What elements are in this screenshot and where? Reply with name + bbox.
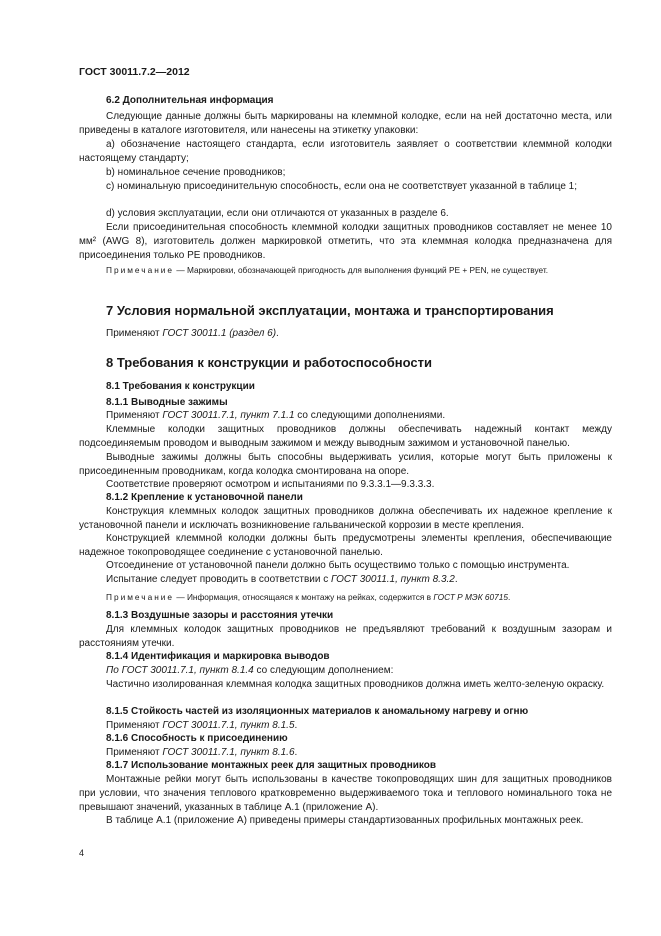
section-8-1-7-heading: 8.1.7 Использование монтажных реек для защитных проводников [106,760,437,771]
note-text: — Маркировки, обозначающей пригодность для выполнения функций PE + PEN, не существует. [174,265,549,275]
standard-reference: ГОСТ 30011.7.1, пункт 7.1.1 [162,410,295,421]
section-8-1-5-heading: 8.1.5 Стойкость частей из изоляционных материалов к аномальному нагреву и огню [106,706,529,717]
standard-reference: ГОСТ 30011.1 (раздел 6) [162,328,277,339]
section-7-heading: 7 Условия нормальной эксплуатации, монтажа и транспортирования [106,303,554,318]
standard-reference: По ГОСТ 30011.7.1, пункт 8.1.4 [106,665,254,676]
standard-reference: ГОСТ Р МЭК 60715 [433,592,508,602]
section-6-2-paragraph: Если присоединительная способность клеммной колодки защитных проводников составляет не менее 10 мм² (AWG 8), изготовитель должен маркировкой отметить, что эта клеммная колодка предназначена для присоединения только PE проводников. [79,222,612,261]
list-item-d: d) условия эксплуатации, если они отличаются от указанных в разделе 6. [106,208,449,219]
standard-reference: ГОСТ 30011.1, пункт 8.3.2 [331,574,455,585]
section-8-1-3-paragraph: Для клеммных колодок защитных проводников не предъявляют требований к воздушным зазорам и расстояниям утечки. [79,624,612,649]
text: . [454,574,458,585]
section-8-1-2-p2: Конструкцией клеммной колодки должны быть предусмотрены элементы крепления, обеспечивающие надежное токопроводящее соединение с установочной панелью. [79,533,612,558]
section-8-heading: 8 Требования к конструкции и работоспособности [106,355,432,370]
section-8-1-1-p4: Соответствие проверяют осмотром и испытаниями по 9.3.3.1—9.3.3.3. [106,479,435,490]
text: . [276,328,279,339]
section-8-1-1-p2: Клеммные колодки защитных проводников должны обеспечивать надежный контакт между подсоединяемым проводом и выводным зажимом и между выводным зажимом и установочной панелью. [79,424,612,449]
section-8-1-6-paragraph [79,746,612,760]
text: Применяют [106,720,163,731]
section-6-2-intro: Следующие данные должны быть маркированы на клеммной колодке, если на ней достаточно места, или приведены в каталоге изготовителя, или нанесены на этикетку упаковки: [79,111,612,136]
section-8-1-1-p1 [79,409,612,423]
section-8-1-2-p1: Конструкция клеммных колодок защитных проводников должна обеспечивать их надежное крепление к установочной панели и исключать возникновение гальванической коррозии в месте крепления. [79,506,612,531]
note-text: — Информация, относящаяся к монтажу на рейках, содержится в [174,592,434,602]
text: Применяют [106,328,163,339]
text: . [294,720,298,731]
text: Применяют [106,410,163,421]
note-rail-mounting [79,591,612,604]
section-8-1-1-p3: Выводные зажимы должны быть способны выдерживать усилия, которые могут быть приложены к присоединенным проводникам, когда колодка смонтирована на опоре. [79,452,612,477]
text: . [507,592,511,602]
list-item-c: с) номинальную присоединительную способность, если она не соответствует указанной в таблице 1; [106,181,578,192]
document-header: ГОСТ 30011.7.2—2012 [79,66,190,78]
standard-reference: ГОСТ 30011.7.1, пункт 8.1.6 [162,747,295,758]
section-8-1-4-heading: 8.1.4 Идентификация и маркировка выводов [106,651,330,662]
text: Испытание следует проводить в соответствии с [106,574,332,585]
list-item-b: b) номинальное сечение проводников; [106,167,286,178]
section-8-1-1-heading: 8.1.1 Выводные зажимы [106,397,228,408]
section-8-1-4-p2: Частично изолированная клеммная колодка защитных проводников должна иметь желто-зеленую окраску. [106,679,605,690]
text: со следующими дополнениями. [294,410,446,421]
section-8-1-3-heading: 8.1.3 Воздушные зазоры и расстояния утечки [106,610,334,621]
text: Применяют [106,747,163,758]
section-8-1-2-p3: Отсоединение от установочной панели должно быть осуществимо только с помощью инструмента. [106,560,570,571]
note-label: Примечание [106,592,175,602]
section-8-1-7-p2: В таблице А.1 (приложение А) приведены примеры стандартизованных профильных монтажных реек. [106,815,584,826]
standard-reference: ГОСТ 30011.7.1, пункт 8.1.5 [162,720,295,731]
section-8-1-2-heading: 8.1.2 Крепление к установочной панели [106,492,303,503]
section-8-1-heading: 8.1 Требования к конструкции [106,381,255,392]
note-pe-pen [79,264,612,277]
section-8-1-5-paragraph [79,719,612,733]
list-item-a: а) обозначение настоящего стандарта, если изготовитель заявляет о соответствии клеммной колодки настоящему стандарту; [79,139,612,164]
page-number: 4 [79,848,85,858]
section-8-1-6-heading: 8.1.6 Способность к присоединению [106,733,288,744]
section-8-1-7-p1: Монтажные рейки могут быть использованы в качестве токопроводящих шин для защитных проводников при условии, что значения теплового кратковременно выдерживаемого тока и теплового номинального тока не превышают значений, указанных в таблице А.1 (приложение А). [79,774,612,813]
section-8-1-2-p4 [79,573,612,587]
note-label: Примечание [106,265,175,275]
text: . [294,747,298,758]
text: со следующим дополнением: [253,665,394,676]
section-8-1-4-p1 [79,664,612,678]
section-6-2-heading: 6.2 Дополнительная информация [106,95,274,106]
section-7-paragraph [79,327,612,341]
